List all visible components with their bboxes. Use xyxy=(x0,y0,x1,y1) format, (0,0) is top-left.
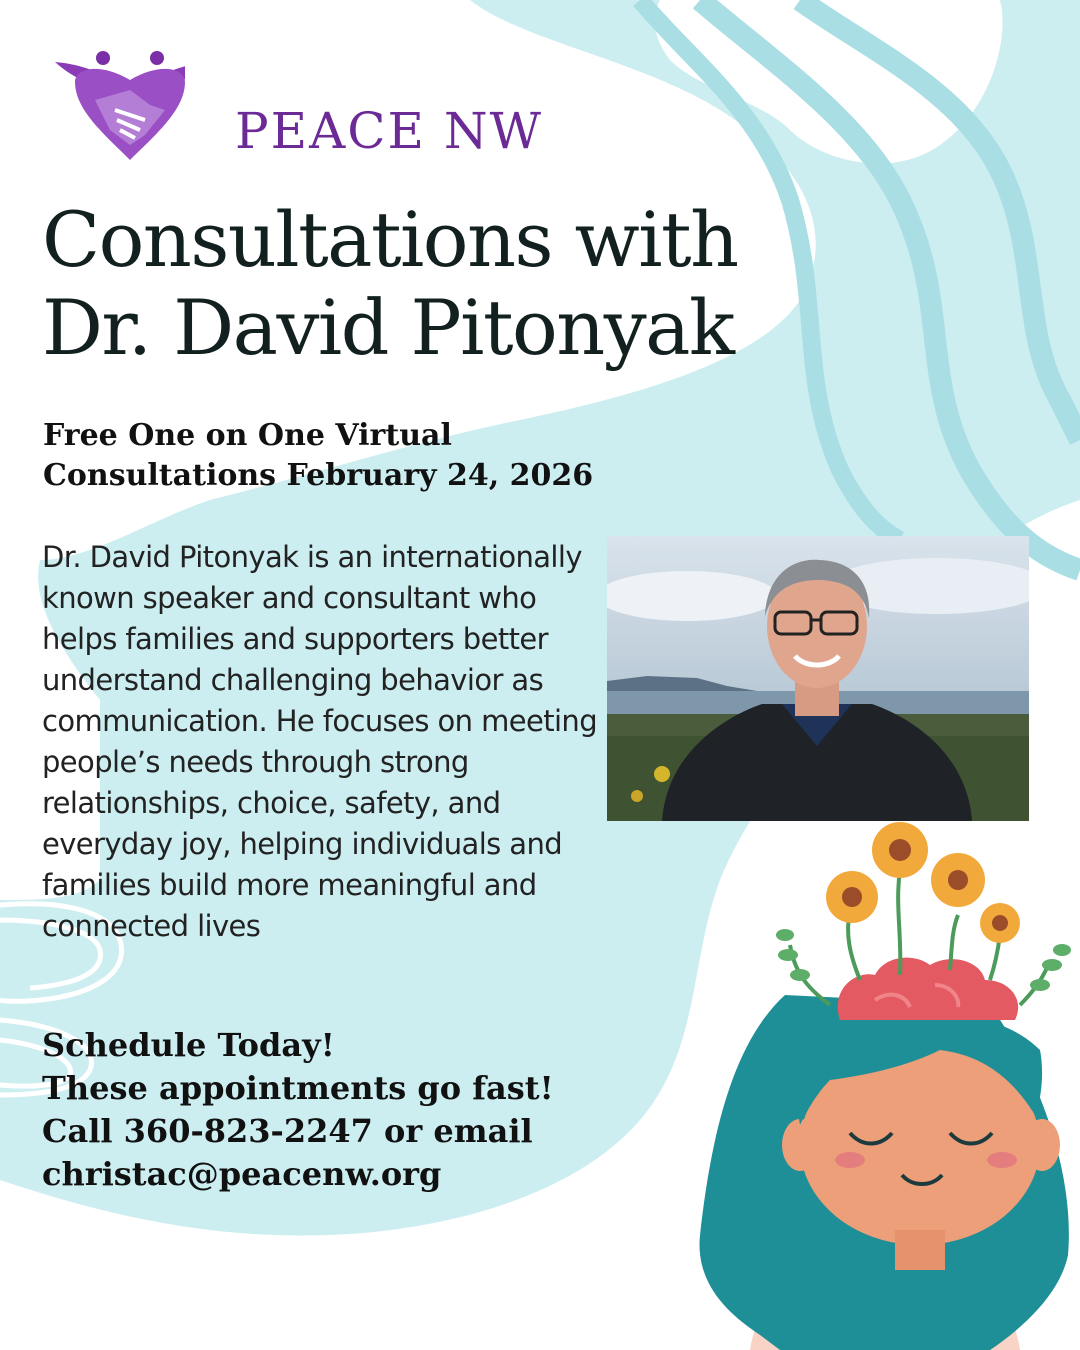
speaker-photo xyxy=(607,536,1029,821)
speaker-bio: Dr. David Pitonyak is an internationally known speaker and consultant who helps families and supporters better understand challenging behavior as communication. He focuses on meeting people’s needs through strong relationships, choice, safety, and everyday joy, helping individuals and families build more meaningful and connected lives xyxy=(42,540,598,943)
title-line-1: Consultations with xyxy=(42,195,738,284)
subtitle-line-2: Consultations February 24, 2026 xyxy=(43,458,594,493)
cta-email[interactable]: christac@peacenw.org xyxy=(42,1155,442,1193)
page-title xyxy=(42,196,822,372)
peace-nw-logo xyxy=(55,50,544,170)
subtitle-line-1: Free One on One Virtual xyxy=(43,418,452,453)
title-line-2: Dr. David Pitonyak xyxy=(42,283,734,372)
mindfulness-illustration xyxy=(690,815,1080,1350)
call-to-action xyxy=(42,1024,602,1196)
handshake-heart-icon xyxy=(55,50,185,170)
cta-line-1: Schedule Today! xyxy=(42,1026,335,1064)
brand-name: PEACE NW xyxy=(235,102,544,160)
cta-line-2: These appointments go fast! xyxy=(42,1069,554,1107)
event-subtitle xyxy=(43,416,663,496)
cta-line-3[interactable]: Call 360-823-2247 or email xyxy=(42,1112,533,1150)
